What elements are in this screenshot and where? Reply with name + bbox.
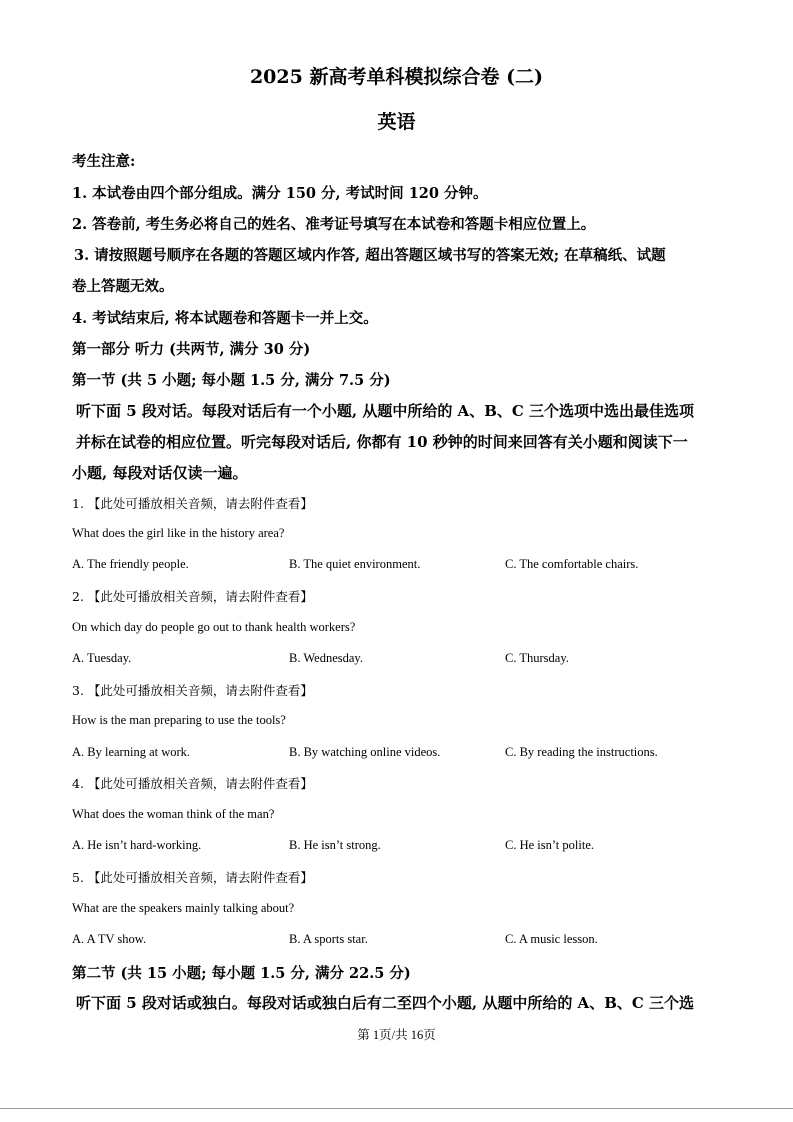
page-number: 第 1页/共 16页 <box>357 1028 436 1042</box>
question-text: What does the girl like in the history area? <box>72 526 285 540</box>
option-b: B. A sports star. <box>289 932 368 946</box>
option-b: B. Wednesday. <box>289 651 363 665</box>
section1-heading: 第一节 (共 5 小题; 每小题 1.5 分, 满分 7.5 分) <box>72 372 391 389</box>
notice-item: 2. 答卷前, 考生务必将自己的姓名、准考证号填写在本试卷和答题卡相应位置上。 <box>72 216 596 233</box>
notice-heading: 考生注意: <box>72 153 136 170</box>
question-text: How is the man preparing to use the tools? <box>72 713 286 727</box>
notice-item: 3. 请按照题号顺序在各题的答题区域内作答, 超出答题区域书写的答案无效; 在草稿纸、试题 <box>74 247 666 264</box>
option-c: C. A music lesson. <box>505 932 598 946</box>
section1-instructions: 小题, 每段对话仅读一遍。 <box>72 464 248 482</box>
option-b: B. He isn’t strong. <box>289 838 381 852</box>
option-b: B. By watching online videos. <box>289 745 441 759</box>
exam-title: 2025 新高考单科模拟综合卷 (二) <box>249 66 544 88</box>
subject-title: 英语 <box>377 111 416 133</box>
audio-placeholder[interactable]: 2. 【此处可播放相关音频，请去附件查看】 <box>72 589 313 604</box>
audio-placeholder[interactable]: 5. 【此处可播放相关音频，请去附件查看】 <box>72 870 313 885</box>
option-a: A. The friendly people. <box>72 557 189 571</box>
section1-instructions: 听下面 5 段对话。每段对话后有一个小题, 从题中所给的 A、B、C 三个选项中选出最佳选项 <box>76 402 695 420</box>
notice-item: 1. 本试卷由四个部分组成。满分 150 分, 考试时间 120 分钟。 <box>72 185 488 202</box>
option-c: C. He isn’t polite. <box>505 838 595 852</box>
option-c: C. The comfortable chairs. <box>505 557 639 571</box>
part1-heading: 第一部分 听力 (共两节, 满分 30 分) <box>72 341 311 358</box>
section2-heading: 第二节 (共 15 小题; 每小题 1.5 分, 满分 22.5 分) <box>72 965 411 982</box>
question-text: What does the woman think of the man? <box>72 807 275 821</box>
option-a: A. By learning at work. <box>72 745 191 759</box>
page-bottom-divider <box>0 1108 793 1109</box>
audio-placeholder[interactable]: 4. 【此处可播放相关音频，请去附件查看】 <box>72 776 313 791</box>
question-text: What are the speakers mainly talking about? <box>72 901 295 915</box>
option-b: B. The quiet environment. <box>289 557 421 571</box>
option-a: A. A TV show. <box>72 932 147 946</box>
question-text: On which day do people go out to thank health workers? <box>72 620 356 634</box>
audio-placeholder[interactable]: 1. 【此处可播放相关音频，请去附件查看】 <box>72 496 313 511</box>
option-a: A. Tuesday. <box>72 651 132 665</box>
option-c: C. Thursday. <box>505 651 569 665</box>
option-c: C. By reading the instructions. <box>505 745 658 759</box>
section1-instructions: 并标在试卷的相应位置。听完每段对话后, 你都有 10 秒钟的时间来回答有关小题和阅读下一 <box>76 433 688 451</box>
notice-item: 4. 考试结束后, 将本试题卷和答题卡一并上交。 <box>72 310 378 327</box>
notice-item-continued: 卷上答题无效。 <box>72 278 174 295</box>
section2-instructions: 听下面 5 段对话或独白。每段对话或独白后有二至四个小题, 从题中所给的 A、B、C 三个选 <box>76 994 695 1012</box>
audio-placeholder[interactable]: 3. 【此处可播放相关音频，请去附件查看】 <box>72 683 313 698</box>
option-a: A. He isn’t hard-working. <box>72 838 202 852</box>
